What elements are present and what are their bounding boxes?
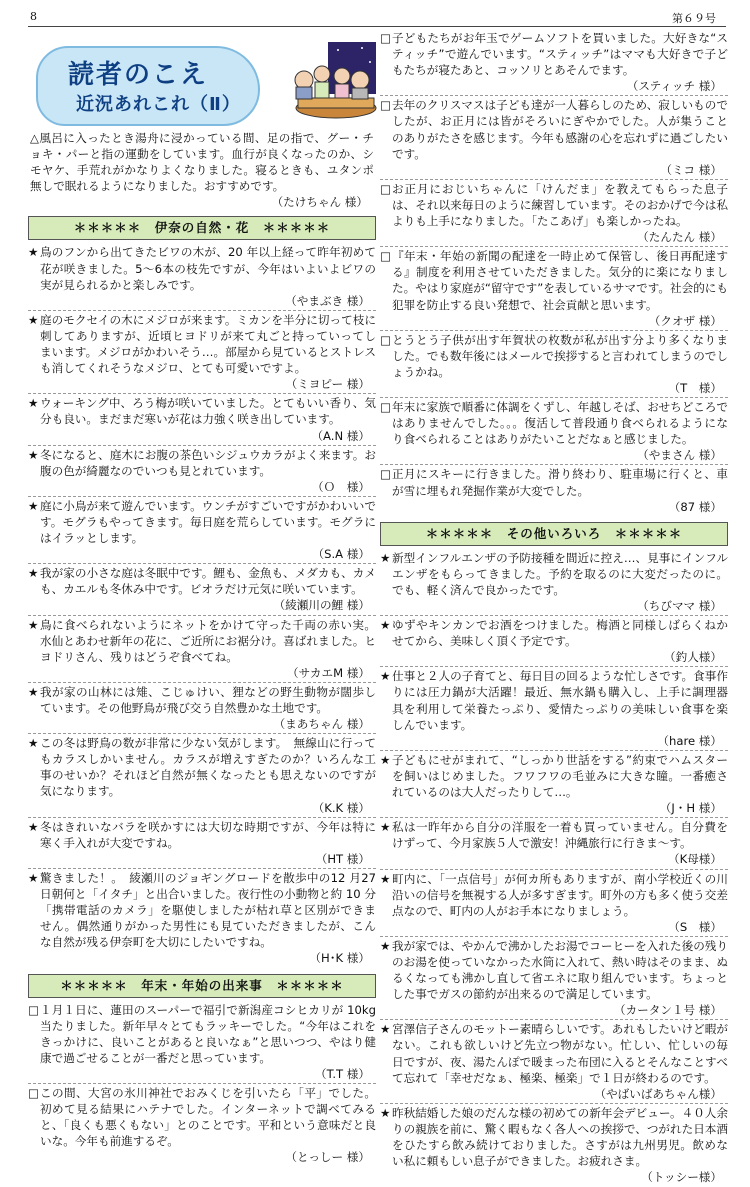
entry-text: 鳥に食べられないようにネットをかけて守った千両の赤い実。水仙とあわせ新年の花に、ご近所にお裾分け。喜ばれました。ヒヨドリさん、残りはどうぞ食べてね。 [40,617,376,664]
top-rule [28,26,726,27]
entry-text: 子どもたちがお年玉でゲームソフトを買いました。大好きな“スティッチ”で遊んでいます。“スティッチ”はママも大好きで子どもたちが寝たあと、コッソリとあそんでます。 [392,31,728,78]
family-kotatsu-illustration [290,40,380,122]
entry-signer: （K母様） [668,852,722,867]
list-item [28,498,376,564]
entry-signer: （T 様） [668,380,722,395]
entry-text: 子どもにせがまれて、“しっかり世話をする”約束でハムスターを飼いはじめました。フワフワの毛並みに大きな瞳。一番癒されているのは大人だったりして…。 [392,752,728,800]
list-item [28,735,376,817]
bullet-mark: □ [380,400,391,415]
newyear-entries-part1 [28,1002,376,1167]
misc-entries [380,550,728,1187]
list-item [380,668,728,750]
list-item [380,617,728,667]
bullet-mark: ★ [28,447,39,462]
entry-signer: （hare 様） [657,733,722,748]
list-item [28,617,376,683]
list-item [28,447,376,497]
nature-entries [28,244,376,967]
list-item [28,684,376,734]
list-item [380,752,728,818]
entry-text: 仕事と２人の子育てと、毎日目の回るような忙しさです。食事作りには圧力鍋が大活躍！最近、無水鍋も購入し、上手に調理器具を利用して栄養たっぷり、愛情たっぷりの美味しい食事を楽しんでいます。 [392,669,728,732]
page-number: 8 [30,10,37,23]
page-title: 読者のこえ [68,60,209,90]
bullet-mark: ★ [28,498,39,513]
entry-signer: （HT 様） [315,851,370,866]
entry-signer: （K.K 様） [312,800,370,815]
list-item [28,1085,376,1166]
entry-signer: （ミコ 様） [660,162,722,177]
bullet-mark: □ [380,249,391,264]
bullet-mark: ★ [380,871,391,886]
bullet-mark: ★ [28,870,39,885]
entry-text: 驚きました！。 綾瀬川のジョギングロードを散歩中の12 月27 日朝何と「イタチ」と出合いました。夜行性の小動物と約 10 分「携帯電話のカメラ」を駆使しましたが枯れ草と区別ができません。偶然通りがかった男性にも見ていただきましたが、こんな自然が残る伊奈町を大切にしたいですね。 [40,870,376,950]
entry-signer: （たけちゃん 様） [271,195,368,210]
entry-signer: （やばいばあちゃん様） [594,1086,722,1101]
list-item [380,332,728,398]
bullet-mark: □ [28,1002,39,1017]
entry-signer: （サカエM 様） [286,665,370,680]
entry-signer: （87 様） [668,499,722,514]
entry-text: 私は一昨年から自分の洋服を一着も買っていません。自分費をけずって、今月家族５人で激安！沖縄旅行に行きま～す。 [392,820,728,851]
entry-signer: （スティッチ 様） [626,79,722,94]
list-item [28,819,376,869]
page-subtitle: 近況あれこれ（Ⅱ） [76,94,241,115]
right-column [380,30,728,1187]
bullet-mark: ★ [380,550,391,565]
entry-text: 年末に家族で順番に体調をくずし、年越しそば、おせちどころではありませんでした。。。復活して普段通り食べられるようになり食べられることはありがたいことだなぁと感じました。 [392,400,728,447]
bullet-mark: □ [380,467,391,482]
entry-signer: （たんたん 様） [637,230,722,245]
entry-text: 冬はきれいなバラを咲かすには大切な時期ですが、今年は特に寒く手入れが大変ですね。 [40,819,376,850]
bullet-mark: ★ [28,245,39,260]
intro-entry [28,130,376,210]
bullet-mark: ★ [28,396,39,411]
bullet-mark: ★ [28,312,39,327]
entry-signer: （やまさん 様） [637,448,722,463]
bullet-mark: ★ [28,617,39,632]
entry-signer: （T.T 様） [315,1066,370,1081]
entry-signer: （ちびママ 様） [637,599,722,613]
entry-signer: （綾瀬川の鯉 様） [273,598,370,613]
entry-signer: （Ｏ 様） [312,479,370,494]
section-heading-misc: ＊＊＊＊＊ その他いろいろ ＊＊＊＊＊ [380,522,728,546]
entry-signer: （トッシー様） [641,1170,722,1185]
entry-text: ゆずやキンカンでお酒をつけました。梅酒と同様しばらくねかせてから、美味しく頂く予定です。 [392,618,728,649]
entry-text: お正月におじいちゃんに「けんだま」を教えてもらった息子は、それ以来毎日のように練習しています。そのおかげで今は私よりも上手になりました。「たこあげ」も楽しかったね。 [392,181,728,229]
entry-text: 正月にスキーに行きました。滑り終わり、駐車場に行くと、車が雪に埋もれ発掘作業が大変でした。 [392,467,728,498]
bullet-mark: □ [380,332,391,347]
list-item [28,395,376,445]
bullet-mark: □ [380,31,391,45]
entry-text: 新型インフルエンザの予防接種を間近に控え…、見事にインフルエンザをもらってきました。予約を取るのに大変だったのに。でも、軽く済んで良かったです。 [392,550,728,597]
entry-text: １月１日に、蓮田のスーパーで福引で新潟産コシヒカリが 10kg 当たりました。新年早々とてもラッキーでした。“今年はこれをきっかけに、良いことがあると良いなぁ”と思いつつ、やはり健康で過ごせることが一番だと思っています。 [40,1002,376,1065]
column-header [28,30,376,126]
entry-text: 宮澤信子さんのモットー素晴らしいです。あれもしたいけど暇がない。これも欲しいけど先立つ物がない。忙しい、忙しいの毎日ですが、夜、湯たんぽで暖まった布団に入るとそんなことすべて忘れて「幸せだなぁ、極楽、極楽」で１日が終わるのです。 [392,1022,728,1085]
newyear-entries-part2 [380,30,728,516]
bullet-mark: ★ [380,618,391,633]
entry-signer: （まあちゃん 様） [273,717,370,732]
list-item [380,1021,728,1103]
entry-signer: （とっしー 様） [285,1150,370,1165]
bullet-mark: ★ [380,938,391,953]
entry-text: ウォーキング中、ろう梅が咲いていました。とてもいい香り、気分も良い。まだまだ寒いが花は力強く咲き出しています。 [40,396,376,427]
entry-signer: （S 様） [668,919,722,934]
list-item [380,550,728,616]
bullet-mark: ★ [380,669,391,684]
bullet-mark: ★ [28,819,39,834]
list-item [380,938,728,1020]
list-item [380,30,728,96]
bullet-mark: □ [380,181,391,196]
entry-signer: （J・H 様） [659,801,722,816]
list-item [380,1105,728,1186]
list-item [380,181,728,247]
list-item [28,870,376,968]
entry-signer: （H･K 様） [309,951,370,966]
bullet-mark: ★ [380,1105,391,1120]
entry-signer: （S.A 様） [312,547,370,562]
entry-text: この間、大宮の氷川神社でおみくじを引いたら「平」でした。初めて見る結果にハテナでした。インターネットで調べてみると、「良くも悪くもない」とのことです。平和という意味だと良いな。今年も前進するぞ。 [40,1085,376,1149]
entry-text: 去年のクリスマスは子ども達が一人暮らしのため、寂しいものでしたが、お正月には皆がそろいにぎやかでした。人が集うことのありがたさを感じます。今年も感謝の心を忘れずに過ごしたいです。 [392,98,728,161]
list-item [380,871,728,937]
list-item [28,312,376,394]
entry-signer: （カータン１号 様） [613,1003,722,1018]
entry-text: 町内に、「一点信号」が何カ所もありますが、南小学校近くの川沿いの信号を無視する人が多すぎます。町外の方も多く使う交差点なので、町内の人がお手本になりましょう。 [392,871,728,918]
section-heading-nature: ＊＊＊＊＊ 伊奈の自然・花 ＊＊＊＊＊ [28,216,376,240]
entry-signer: （ミヨピー 様） [285,377,370,392]
entry-text: この冬は野鳥の数が非常に少ない気がします。 無線山に行ってもカラスしかいません。カラスが増えすぎたのか？いろんな工事のせいか？それほど自然が無くなったとも思えないのですが気になります。 [40,736,376,799]
entry-signer: （A.N 様） [311,428,370,443]
entry-text: 昨秋結婚した娘のだんな様の初めての新年会デビュー。４０人余りの親族を前に、驚く暇もなく各人への挨拶で、つがれた日本酒をひたすら飲み続けておりました。さすがは九州男児。飲めない私に頼もしい息子ができました。お疲れさま。 [392,1105,728,1169]
list-item [380,399,728,465]
issue-number: 第６９号 [672,12,716,25]
entry-text: 『年末・年始の新聞の配達を一時止めて保管し、後日再配達する』制度を利用させていただきました。気分的に楽になりました。やはり家庭が“留守です”を表しているサマです。社会的にも犯罪を防止する良い発想で、社会貢献と思います。 [392,249,728,312]
bullet-mark: ★ [380,1022,391,1037]
entry-text: 我が家の小さな庭は冬眠中です。鯉も、金魚も、メダカも、カメも、カエルも冬休み中です。ビオラだけ元気に咲いています。 [40,566,376,597]
list-item [28,565,376,615]
bullet-mark: ★ [380,752,391,767]
triangle-mark: △ [30,131,40,145]
entry-text: とうとう子供が出す年賀状の枚数が私が出す分より多くなりました。でも数年後にはメールで挨拶すると言われてしまうのでしょうかね。 [392,332,728,379]
left-column [28,30,376,1167]
section-heading-newyear: ＊＊＊＊＊ 年末・年始の出来事 ＊＊＊＊＊ [28,974,376,998]
bullet-mark: ★ [28,736,39,751]
entry-text: 我が家では、やかんで沸かしたお湯でコーヒーを入れた後の残りのお湯を使っていなかった水筒に入れて、熱い時はそのまま、ぬるくなっても沸かし直して省エネに取り組んでいます。ちょっとした事でガスの節約が出来るので満足しています。 [392,938,728,1002]
entry-text: 風呂に入ったとき湯舟に浸かっている間、足の指で、グー・チョキ・パーと指の運動をしています。血行が良くなったのか、シモヤケ、手荒れがかなりよくなりました。寝るときも、ユタンポ無しで眠れるようになりました。おすすめです。 [30,131,374,194]
entry-text: 庭に小鳥が来て遊んでいます。ウンチがすごいですがかわいいです。モグラもやってきます。毎日庭を荒らしています。モグラにはイラッとします。 [40,498,376,546]
entry-text: 我が家の山林には雉、こじゅけい、狸などの野生動物が闊歩しています。その他野鳥が飛び交う自然豊かな土地です。 [40,684,376,715]
list-item [380,248,728,330]
bullet-mark: □ [28,1085,39,1100]
entry-signer: （釣人様） [664,650,722,665]
list-item [380,466,728,515]
bullet-mark: □ [380,98,391,113]
entry-signer: （やまぶき 様） [285,293,370,308]
entry-signer: （クオザ 様） [648,313,722,328]
list-item [380,819,728,869]
bullet-mark: ★ [380,820,391,835]
entry-text: 冬になると、庭木にお腹の茶色いシジュウカラがよく来ます。お腹の色が綺麗なのでいつも見とれています。 [40,447,376,478]
list-item [28,1002,376,1084]
bullet-mark: ★ [28,566,39,581]
entry-text: 鳥のフンから出てきたビワの木が、20 年以上経って昨年初めて花が咲きました。5～6本の枝先ですが、今年はいよいよビワの実が見られるかと楽しみです。 [40,245,376,292]
list-item [28,244,376,310]
bullet-mark: ★ [28,684,39,699]
list-item [380,97,728,179]
entry-text: 庭のモクセイの木にメジロが来ます。ミカンを半分に切って枝に刺してありますが、近頃ヒヨドリが来て丸ごと持っていってしまいます。メジロがかわいそう…。部屋から見ているとストレスも消してくれそうなメジロ、とても可愛いですよ。 [40,312,376,376]
